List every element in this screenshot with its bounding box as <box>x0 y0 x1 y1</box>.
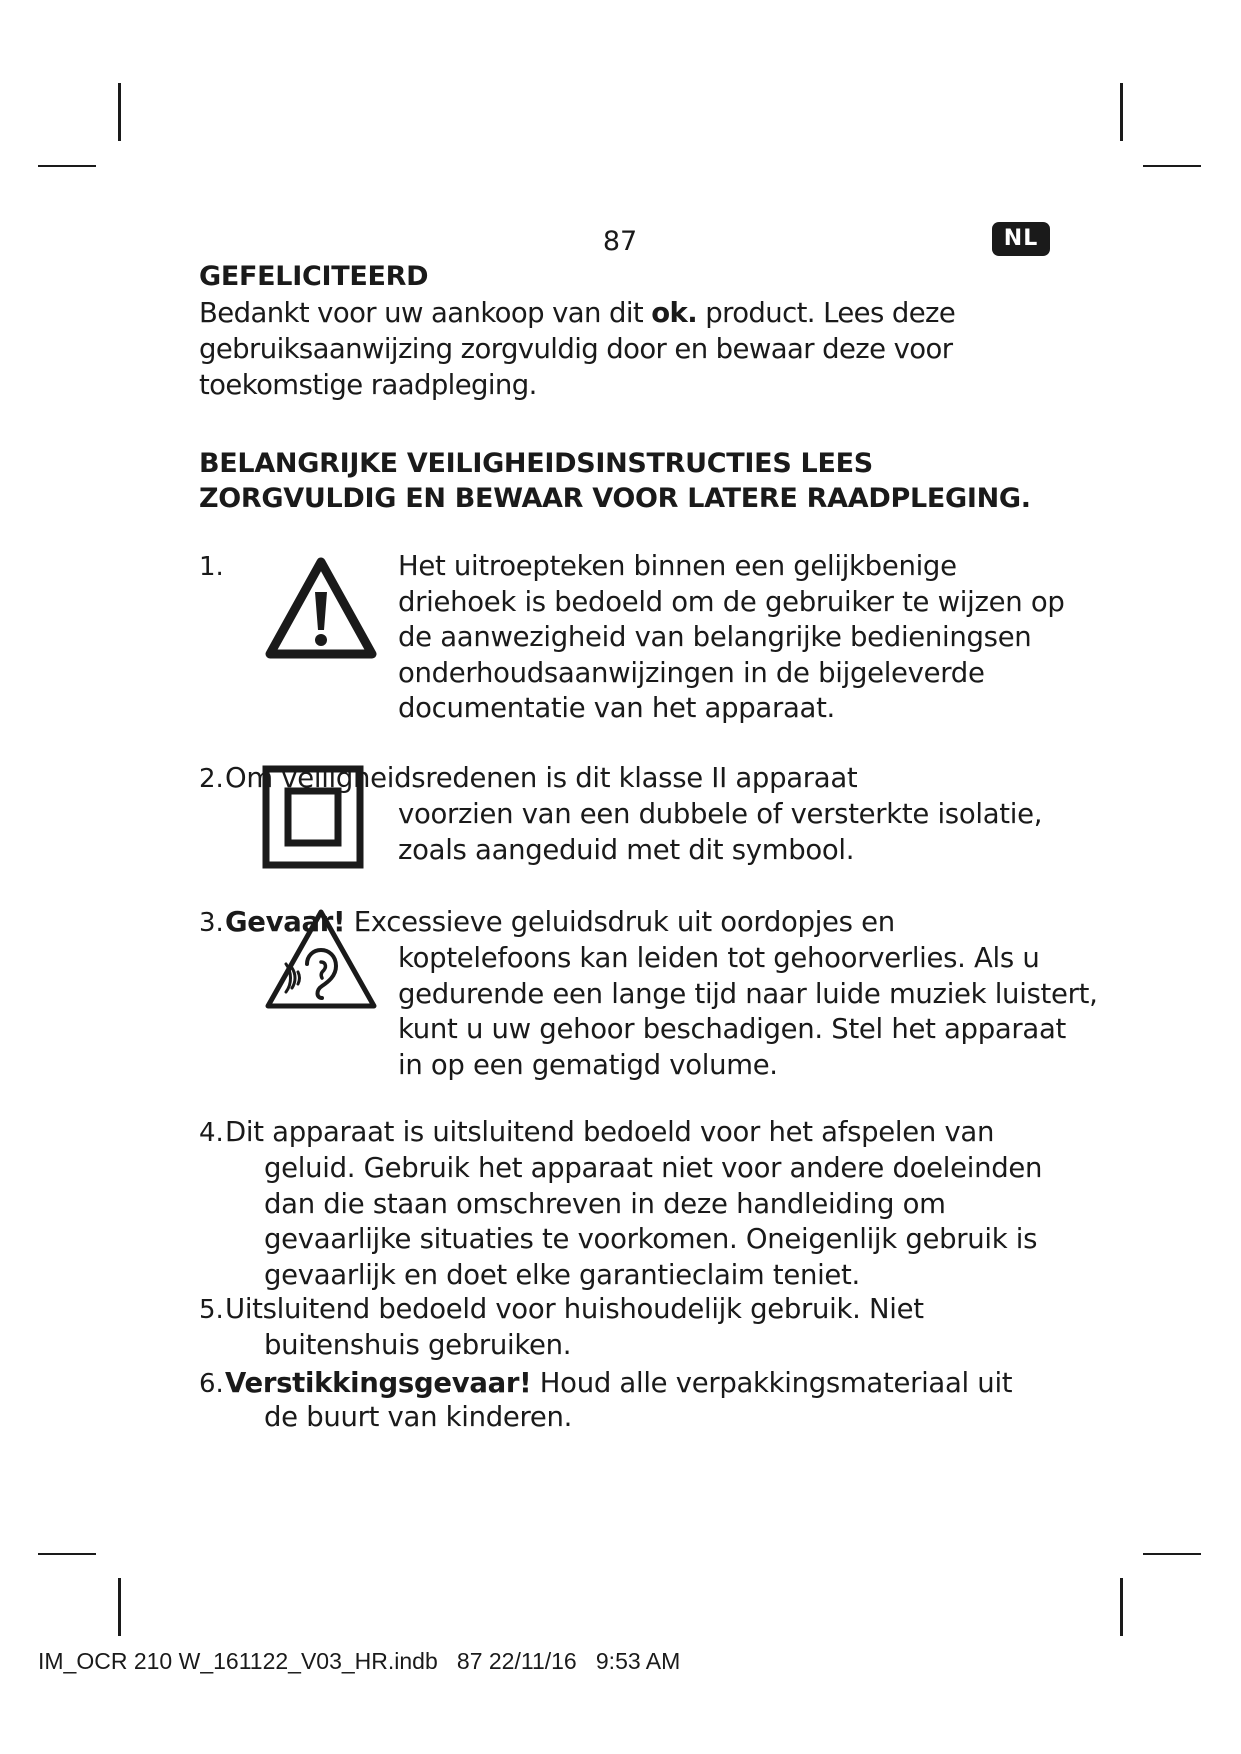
item-1-number: 1. <box>199 552 224 582</box>
item-5-text: buitenshuis gebruiken. <box>264 1329 572 1361</box>
intro-text-after: product. Lees deze gebruiksaanwijzing zorgvuldig door en bewaar deze voor toekomstige raadpleging. <box>199 297 956 401</box>
crop-mark-top-left-horizontal <box>38 165 96 167</box>
item-6-text: de buurt van kinderen. <box>264 1401 573 1433</box>
item-4-number: 4. <box>199 1118 224 1148</box>
safety-heading-line-1: BELANGRIJKE VEILIGHEIDSINSTRUCTIES LEES <box>199 448 873 479</box>
item-3-number: 3. <box>199 908 224 938</box>
item-6-warning-label: Verstikkingsgevaar! <box>225 1367 532 1399</box>
brand-name: ok. <box>651 297 698 329</box>
item-4-text: geluid. Gebruik het apparaat niet voor andere doeleinden dan die staan omschreven in deze handleiding om gevaarlijke situaties te voorkomen. Oneigenlijk gebruik is gevaarlijk en doet elke garantieclaim teniet. <box>264 1152 1043 1291</box>
item-1-text: Het uitroepteken binnen een gelijkbenige driehoek is bedoeld om de gebruiker te wijzen op de aanwezigheid van belangrijke bedieningsen onderhoudsaanwijzingen in de bijgeleverde documentatie van het apparaat. <box>398 550 1065 724</box>
crop-mark-top-left-vertical <box>118 83 121 141</box>
safety-heading-line-2: ZORGVULDIG EN BEWAAR VOOR LATERE RAADPLEGING. <box>199 483 1031 514</box>
item-2-line-1: Om veiligheidsredenen is dit klasse II apparaat <box>225 762 858 794</box>
print-slug-footer: IM_OCR 210 W_161122_V03_HR.indb 87 22/11/16 9:53 AM <box>38 1648 681 1674</box>
item-5-number: 5. <box>199 1295 224 1325</box>
hearing-warning-icon <box>262 906 380 1012</box>
item-4-line-1: Dit apparaat is uitsluitend bedoeld voor het afspelen van <box>225 1116 995 1148</box>
crop-mark-bottom-left-vertical <box>118 1578 121 1636</box>
item-3-text: koptelefoons kan leiden tot gehoorverlies. Als u gedurende een lange tijd naar luide muziek luistert, kunt u uw gehoor beschadigen. Stel het apparaat in op een gematigd volume. <box>398 942 1098 1081</box>
page-number: 87 <box>602 226 638 257</box>
crop-mark-bottom-right-vertical <box>1120 1578 1123 1636</box>
item-3-warning-label: Gevaar! <box>225 906 346 938</box>
intro-heading: GEFELICITEERD <box>199 261 429 292</box>
item-6-line-1 <box>225 1366 1012 1402</box>
crop-mark-top-right-horizontal <box>1143 165 1201 167</box>
warning-triangle-icon <box>262 554 380 662</box>
intro-text-before: Bedankt voor uw aankoop van dit <box>199 297 652 329</box>
item-6-line-1-text: Houd alle verpakkingsmateriaal uit <box>531 1367 1013 1399</box>
item-3-line-1-text: Excessieve geluidsdruk uit oordopjes en <box>345 906 895 938</box>
crop-mark-bottom-left-horizontal <box>38 1553 96 1555</box>
intro-paragraph <box>199 295 1059 403</box>
item-2-text: voorzien van een dubbele of versterkte isolatie, zoals aangeduid met dit symbool. <box>398 798 1043 866</box>
language-badge: NL <box>992 222 1050 256</box>
item-5-line-1: Uitsluitend bedoeld voor huishoudelijk gebruik. Niet <box>225 1293 924 1325</box>
crop-mark-bottom-right-horizontal <box>1143 1553 1201 1555</box>
crop-mark-top-right-vertical <box>1120 83 1123 141</box>
double-insulation-icon <box>262 765 364 869</box>
item-6-number: 6. <box>199 1369 224 1399</box>
item-2-number: 2. <box>199 764 224 794</box>
